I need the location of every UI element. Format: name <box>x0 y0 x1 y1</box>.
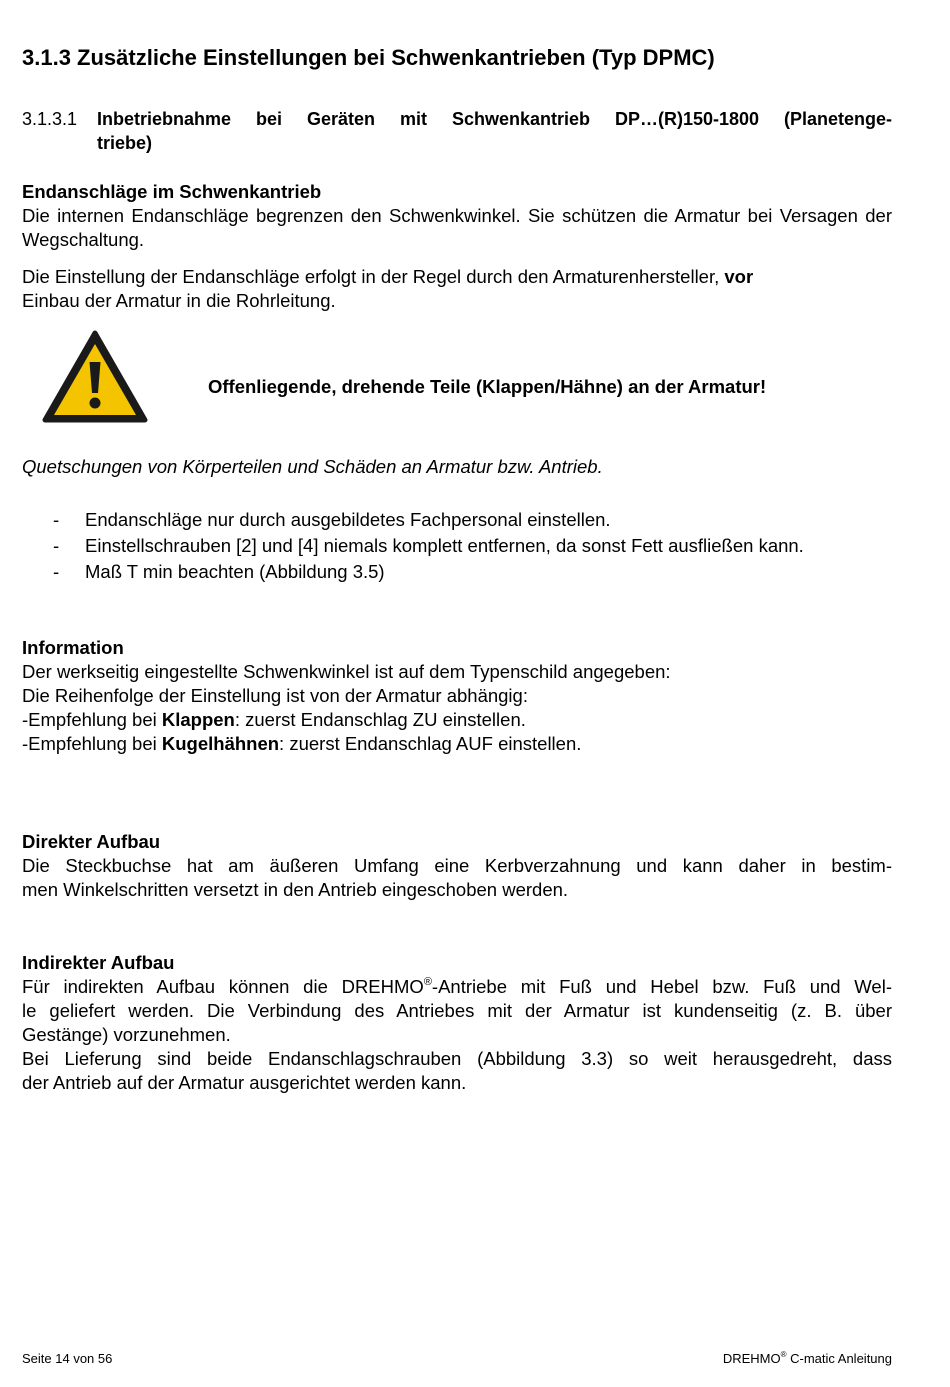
para2-text-a: Die Einstellung der Endanschläge erfolgt in der Regel durch den Armaturenhersteller, <box>22 266 725 287</box>
footer-brand: DREHMO <box>722 1351 781 1366</box>
footer-document-title <box>723 1351 892 1367</box>
para2-text-b: Einbau der Armatur in die Rohrleitung. <box>22 290 336 311</box>
registered-mark: ® <box>780 1350 787 1359</box>
indirekter-line <box>22 975 892 999</box>
endanschlaege-heading: Endanschläge im Schwenkantrieb <box>22 181 322 202</box>
warning-triangle-icon <box>42 330 148 424</box>
list-dash: - <box>53 535 60 556</box>
document-page <box>22 0 892 1387</box>
information-line: Die Reihenfolge der Einstellung ist von der Armatur abhängig: <box>22 685 528 706</box>
indirekter-line: Gestänge) vorzunehmen. <box>22 1024 231 1045</box>
information-line <box>22 732 892 756</box>
information-text: -Empfehlung bei <box>22 733 162 754</box>
information-text: : zuerst Endanschlag AUF einstellen. <box>279 733 582 754</box>
indirekter-line: le geliefert werden. Die Verbindung des Antriebes mit der Armatur ist kundenseitig (z. B. über <box>22 1000 892 1021</box>
section-title: 3.1.3 Zusätzliche Einstellungen bei Schwenkantrieben (Typ DPMC) <box>22 45 715 70</box>
direkter-heading: Direkter Aufbau <box>22 831 161 852</box>
list-item <box>22 533 892 559</box>
endanschlaege-para1: Die internen Endanschläge begrenzen den Schwenkwinkel. Sie schützen die Armatur bei Versagen der Wegschaltung. <box>22 205 892 250</box>
subsection-title <box>97 107 892 155</box>
list-dash: - <box>53 561 60 582</box>
list-dash: - <box>53 509 60 530</box>
information-bold: Kugelhähnen <box>161 733 280 754</box>
list-item <box>22 507 892 533</box>
measures-list <box>22 507 892 585</box>
warning-consequence: Quetschungen von Körperteilen und Schäden an Armatur bzw. Antrieb. <box>22 456 603 477</box>
indirekter-section <box>22 951 892 1095</box>
subsection-title-line: Inbetriebnahme bei Geräten mit Schwenkantrieb DP…(R)150-1800 (Planetenge- <box>97 109 892 129</box>
list-item-text: Endanschläge nur durch ausgebildetes Fachpersonal einstellen. <box>85 509 611 530</box>
subsection-heading <box>22 107 892 155</box>
list-item-text: Maß T min beachten (Abbildung 3.5) <box>85 561 385 582</box>
list-item-text: Einstellschrauben [2] und [4] niemals komplett entfernen, da sonst Fett ausfließen kann. <box>85 535 804 556</box>
footer-doc-name: C-matic Anleitung <box>786 1351 892 1366</box>
indirekter-heading: Indirekter Aufbau <box>22 952 175 973</box>
direkter-line: Die Steckbuchse hat am äußeren Umfang eine Kerbverzahnung und kann daher in bestim- <box>22 855 892 876</box>
footer-page-number: Seite 14 von 56 <box>22 1351 113 1366</box>
indirekter-line: Bei Lieferung sind beide Endanschlagschrauben (Abbildung 3.3) so weit herausgedreht, dass <box>22 1048 892 1069</box>
warning-text: Offenliegende, drehende Teile (Klappen/Hähne) an der Armatur! <box>208 376 767 397</box>
information-text: : zuerst Endanschlag ZU einstellen. <box>234 709 526 730</box>
registered-mark: ® <box>423 976 432 988</box>
endanschlaege-section <box>22 180 892 252</box>
subsection-title-cont: triebe) <box>97 133 153 153</box>
information-heading: Information <box>22 637 124 658</box>
information-text: -Empfehlung bei <box>22 709 162 730</box>
information-section <box>22 636 892 756</box>
information-line: Der werkseitig eingestellte Schwenkwinkel ist auf dem Typenschild angegeben: <box>22 661 671 682</box>
direkter-section <box>22 830 892 902</box>
endanschlaege-para2 <box>22 265 892 313</box>
information-bold: Klappen <box>161 709 235 730</box>
indirekter-text: -Antriebe mit Fuß und Hebel bzw. Fuß und Wel- <box>431 976 892 997</box>
subsection-number: 3.1.3.1 <box>22 109 78 129</box>
direkter-line: men Winkelschritten versetzt in den Antrieb eingeschoben werden. <box>22 879 569 900</box>
indirekter-line: der Antrieb auf der Armatur ausgerichtet werden kann. <box>22 1072 467 1093</box>
information-line <box>22 708 892 732</box>
indirekter-text: Für indirekten Aufbau können die DREHMO <box>22 976 424 997</box>
para2-bold: vor <box>724 266 754 287</box>
list-item <box>22 559 892 585</box>
